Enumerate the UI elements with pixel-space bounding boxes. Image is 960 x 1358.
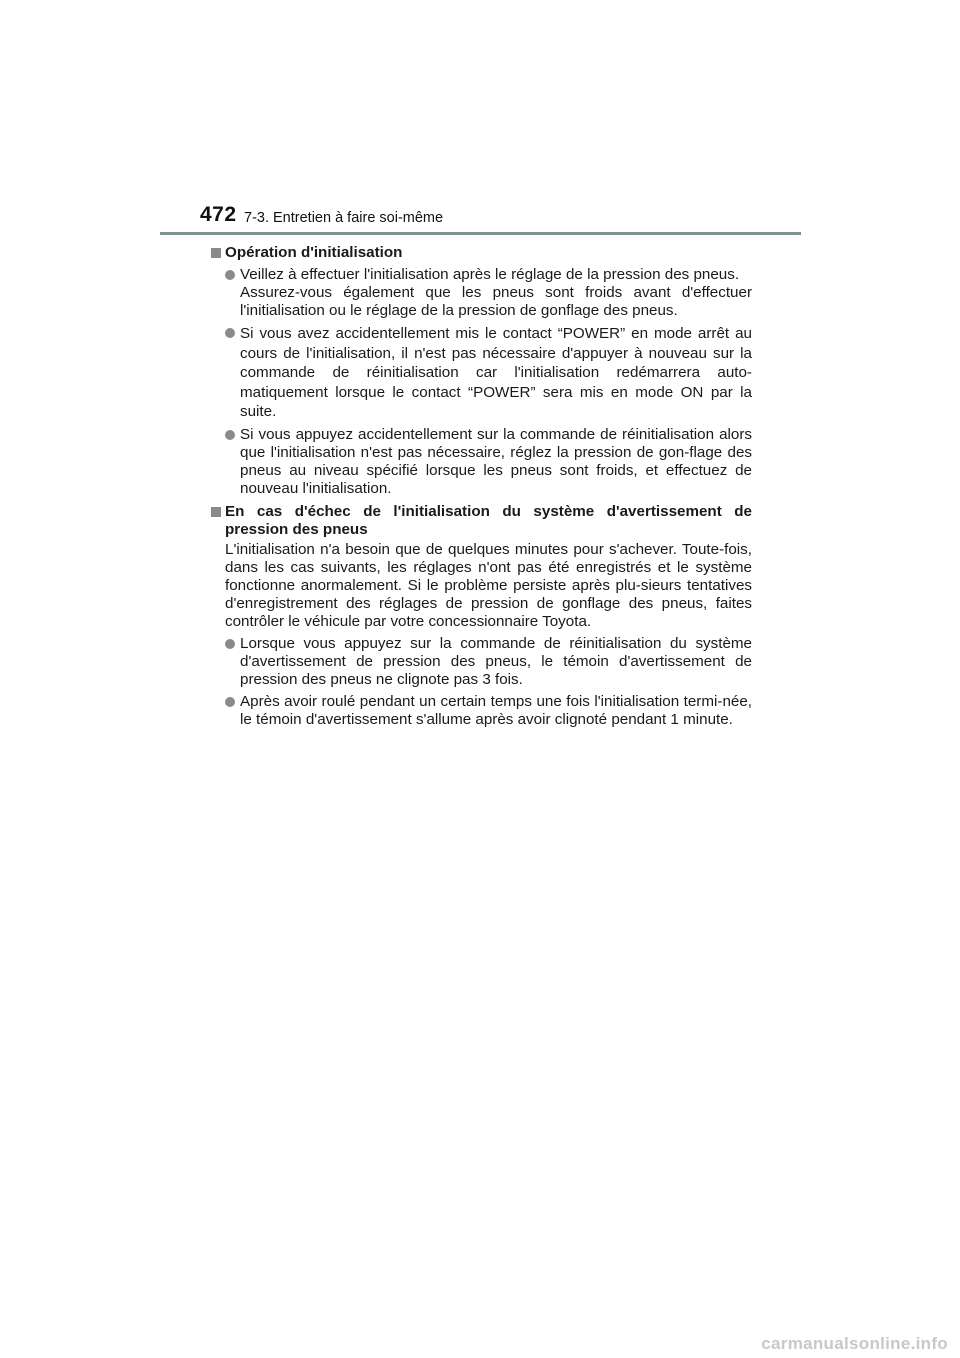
section-paragraph: L'initialisation n'a besoin que de quelques minutes pour s'achever. Toute-fois, dans les cas suivants, les réglages n'ont pas été enregistrés et le système fonctionne anormalement. Si le problème persiste après plu-sieurs tentatives d'enregistrement des réglages de pression de gonflage des pneus, faites contrôler le véhicule par votre concessionnaire Toyota.: [225, 540, 752, 630]
list-item: [210, 266, 752, 320]
list-item-text: Veillez à effectuer l'initialisation après le réglage de la pression des pneus. Assurez-vous également que les pneus sont froids avant d'effectuer l'initialisation ou le réglage de la pression de gonflage des pneus.: [240, 266, 752, 319]
round-bullet-icon: [225, 697, 235, 707]
round-bullet-icon: [225, 639, 235, 649]
section-failure: [210, 503, 752, 729]
section-title: 7-3. Entretien à faire soi-même: [244, 210, 444, 226]
round-bullet-icon: [225, 328, 235, 338]
list-item: [210, 324, 752, 422]
list-item: [210, 635, 752, 689]
list-item-text: Si vous avez accidentellement mis le contact “POWER” en mode arrêt au cours de l'initialisation, il n'est pas nécessaire d'appuyer à nouveau sur la commande de réinitialisation car l'initialisation redémarrera auto-matiquement lorsque le contact “POWER” sera mis en mode ON par la suite.: [240, 325, 752, 420]
round-bullet-icon: [225, 270, 235, 280]
list-item-text: Si vous appuyez accidentellement sur la commande de réinitialisation alors que l'initialisation n'est pas nécessaire, réglez la pression de gon-flage des pneus au niveau spécifié lorsque les pneus sont froids, et effectuez de nouveau l'initialisation.: [240, 425, 752, 497]
section-initialisation: [210, 244, 752, 498]
square-bullet-icon: [211, 248, 221, 258]
watermark: carmanualsonline.info: [761, 1334, 948, 1353]
list-item-text: Après avoir roulé pendant un certain temps une fois l'initialisation termi-née, le témoin d'avertissement s'allume après avoir clignoté pendant 1 minute.: [240, 692, 752, 728]
section-heading: En cas d'échec de l'initialisation du système d'avertissement de pression des pneus: [210, 503, 752, 539]
header-divider: [160, 232, 801, 235]
list-item: [210, 693, 752, 729]
section-heading: Opération d'initialisation: [210, 244, 752, 262]
square-bullet-icon: [211, 507, 221, 517]
list-item: [210, 426, 752, 498]
page-number: 472: [200, 203, 237, 226]
list-item-text: Lorsque vous appuyez sur la commande de réinitialisation du système d'avertissement de pression des pneus, le témoin d'avertissement de pression des pneus ne clignote pas 3 fois.: [240, 634, 752, 688]
page-content: [210, 244, 752, 734]
page-header: [200, 203, 800, 233]
round-bullet-icon: [225, 430, 235, 440]
